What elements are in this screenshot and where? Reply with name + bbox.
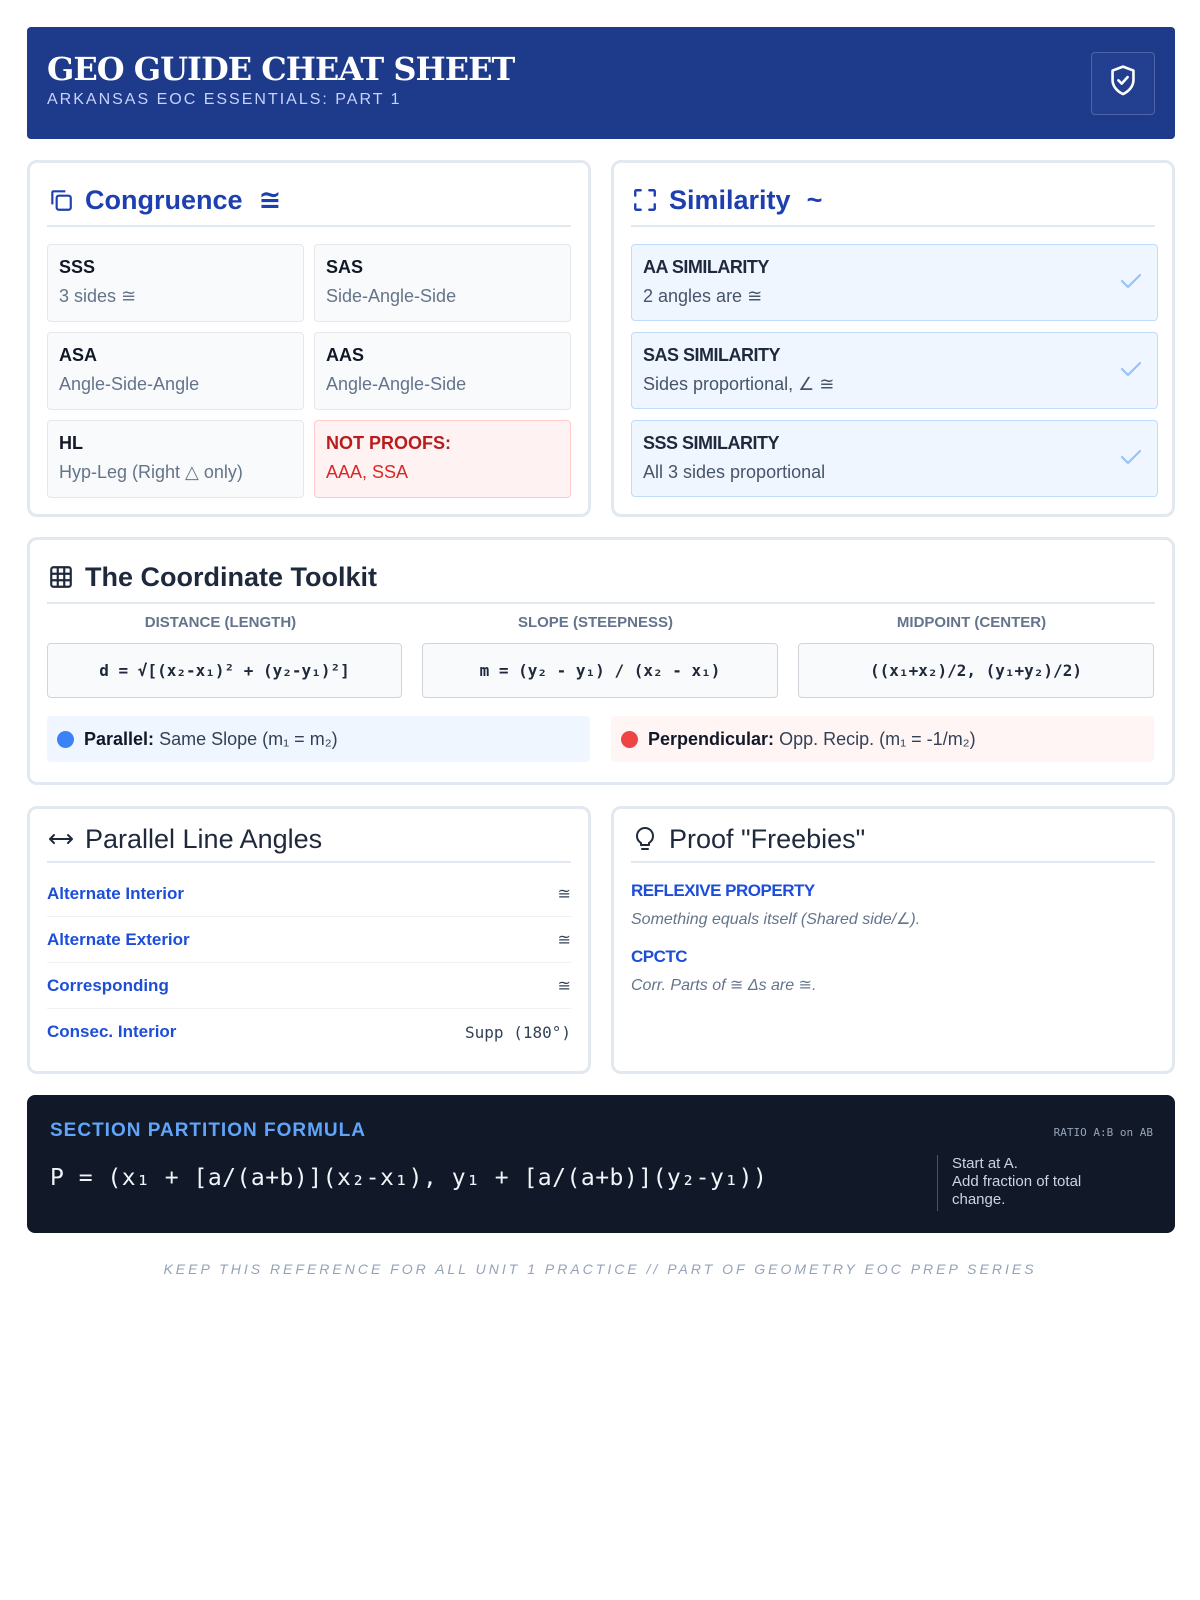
angle-value: ≅	[557, 931, 571, 949]
congruence-tile-sss	[47, 244, 304, 322]
freebie-name: CPCTC	[631, 947, 688, 966]
similarity-item-sss	[631, 420, 1158, 497]
similarity-symbol: ~	[806, 184, 823, 215]
parallel-angles-header	[47, 809, 571, 863]
check-icon	[1119, 271, 1143, 296]
coordinate-header	[47, 540, 1155, 604]
angle-name: Consec. Interior	[47, 1022, 177, 1041]
slope-label: SLOPE (STEEPNESS)	[517, 614, 674, 631]
midpoint-formula: ((x₁+x₂)/2, (y₁+y₂)/2)	[798, 643, 1154, 698]
congruence-header	[47, 163, 571, 227]
tile-code: SAS	[326, 257, 364, 277]
page-title: GEO GUIDE CHEAT SHEET	[47, 50, 515, 88]
congruence-tile-hl	[47, 420, 304, 498]
angle-row	[47, 963, 571, 1009]
check-icon	[1119, 359, 1143, 384]
partition-note	[937, 1155, 1137, 1211]
perpendicular-dot	[621, 731, 638, 748]
freebie-desc: Corr. Parts of ≅ Δs are ≅.	[631, 977, 817, 994]
copy-icon	[47, 186, 75, 214]
angle-value: Supp (180°)	[465, 1022, 571, 1042]
distance-label: DISTANCE (LENGTH)	[144, 614, 297, 631]
partition-formula: P = (x₁ + [a/(a+b)](x₂-x₁), y₁ + [a/(a+b)](y₂-y₁))	[50, 1165, 768, 1191]
angle-name: Alternate Interior	[47, 883, 184, 903]
tile-code: AAS	[326, 345, 365, 365]
tile-code: ASA	[59, 345, 98, 365]
tile-desc: AAA, SSA	[326, 462, 409, 482]
similarity-header	[631, 163, 1155, 227]
angle-row	[47, 871, 571, 917]
partition-note-line: Start at A.	[952, 1155, 1018, 1172]
distance-formula: d = √[(x₂-x₁)² + (y₂-y₁)²]	[47, 643, 402, 698]
partition-panel	[27, 1095, 1175, 1233]
perpendicular-rule	[611, 716, 1154, 762]
freebies-title: Proof "Freebies"	[669, 823, 866, 854]
similarity-item-aa	[631, 244, 1158, 321]
freebie-name: REFLEXIVE PROPERTY	[631, 881, 815, 900]
slope-formula: m = (y₂ - y₁) / (x₂ - x₁)	[422, 643, 778, 698]
grid-icon	[47, 563, 75, 591]
parallel-angles-card	[27, 806, 591, 1074]
similarity-desc: 2 angles are ≅	[643, 286, 763, 306]
similarity-desc: All 3 sides proportional	[643, 462, 826, 482]
perpendicular-text: Opp. Recip. (m₁ = -1/m₂)	[779, 728, 976, 749]
partition-ratio: RATIO A:B on AB	[1053, 1126, 1153, 1139]
tile-desc: Hyp-Leg (Right △ only)	[59, 462, 243, 482]
angle-row	[47, 1009, 571, 1055]
expand-icon	[631, 186, 659, 214]
congruence-card	[27, 160, 591, 517]
coordinate-card	[27, 537, 1175, 785]
page-subtitle: ARKANSAS EOC ESSENTIALS: PART 1	[47, 91, 402, 108]
angle-value: ≅	[557, 977, 571, 995]
angle-name: Alternate Exterior	[47, 929, 190, 949]
similarity-item-sas	[631, 332, 1158, 409]
partition-note-line: Add fraction of total	[952, 1173, 1082, 1190]
angle-value: ≅	[557, 885, 571, 903]
congruence-symbol: ≅	[258, 184, 282, 215]
perpendicular-label: Perpendicular:	[648, 728, 775, 749]
tile-desc: 3 sides ≅	[59, 286, 137, 306]
congruence-tile-sas	[314, 244, 571, 322]
angle-list	[47, 871, 571, 1055]
similarity-card	[611, 160, 1175, 517]
similarity-code: SSS SIMILARITY	[643, 433, 780, 453]
lightbulb-icon	[631, 825, 659, 853]
tile-desc: Angle-Angle-Side	[326, 374, 467, 394]
tile-desc: Side-Angle-Side	[326, 286, 457, 306]
similarity-desc: Sides proportional, ∠ ≅	[643, 374, 835, 394]
similarity-code: AA SIMILARITY	[643, 257, 769, 277]
partition-title: SECTION PARTITION FORMULA	[50, 1120, 366, 1141]
congruence-tile-aas	[314, 332, 571, 410]
tile-code: NOT PROOFS:	[326, 433, 451, 453]
freebies-card	[611, 806, 1175, 1074]
partition-note-line: change.	[952, 1191, 1006, 1208]
left-right-arrow-icon	[47, 825, 75, 853]
congruence-title: Congruence	[85, 184, 243, 215]
shield-badge[interactable]	[1091, 52, 1155, 115]
angle-name: Corresponding	[47, 975, 169, 995]
coordinate-title: The Coordinate Toolkit	[85, 561, 377, 592]
page-header	[27, 27, 1175, 139]
congruence-tile-asa	[47, 332, 304, 410]
parallel-text: Same Slope (m₁ = m₂)	[159, 728, 338, 749]
similarity-title: Similarity	[669, 184, 791, 215]
check-icon	[1119, 447, 1143, 472]
tile-code: HL	[59, 433, 83, 453]
midpoint-label: MIDPOINT (CENTER)	[896, 614, 1047, 631]
tile-desc: Angle-Side-Angle	[59, 374, 200, 394]
parallel-label: Parallel:	[84, 728, 155, 749]
angle-row	[47, 917, 571, 963]
shield-check-icon	[1107, 64, 1139, 103]
tile-code: SSS	[59, 257, 96, 277]
similarity-code: SAS SIMILARITY	[643, 345, 781, 365]
parallel-dot	[57, 731, 74, 748]
parallel-angles-title: Parallel Line Angles	[85, 823, 323, 854]
parallel-rule	[47, 716, 590, 762]
congruence-tile-not-proofs	[314, 420, 571, 498]
freebie-desc: Something equals itself (Shared side/∠).	[631, 911, 921, 928]
page-footer: KEEP THIS REFERENCE FOR ALL UNIT 1 PRACTICE // PART OF GEOMETRY EOC PREP SERIES	[163, 1261, 1037, 1277]
freebies-header	[631, 809, 1155, 863]
